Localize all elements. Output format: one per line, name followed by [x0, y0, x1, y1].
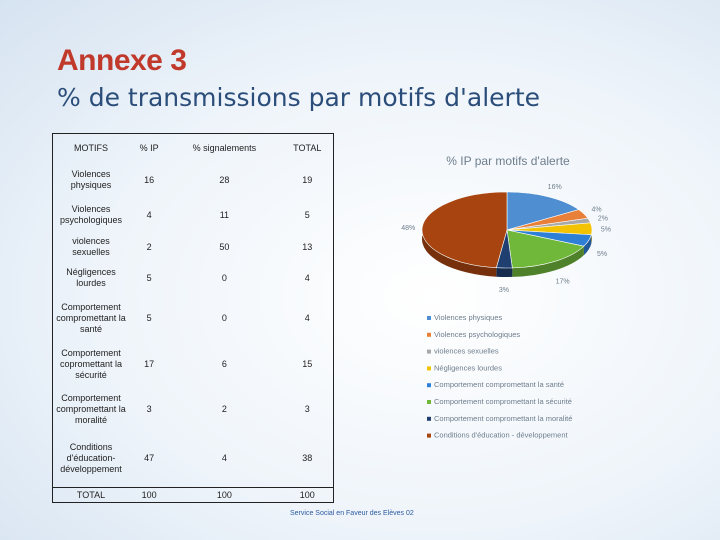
chart-legend — [427, 313, 572, 440]
table-row — [52, 163, 334, 197]
row-motif: Violences psychologiques — [59, 204, 123, 225]
pie-data-label: 5% — [597, 250, 608, 258]
header-ip: % IP — [139, 142, 159, 153]
legend-entry: Violences psychologiques — [434, 329, 521, 339]
table-row — [52, 431, 334, 487]
row-total: 13 — [302, 241, 313, 252]
total-sig: 100 — [168, 487, 280, 503]
legend-swatch — [427, 333, 431, 337]
row-motif: Comportement compromettant la moralité — [56, 392, 126, 425]
pie-chart — [401, 145, 620, 455]
row-total: 4 — [304, 272, 310, 283]
total-total: 100 — [281, 487, 335, 503]
row-ip: 17 — [144, 358, 155, 369]
table-row — [52, 197, 334, 233]
legend-swatch — [427, 316, 431, 320]
row-total: 5 — [304, 209, 310, 220]
slide-footer: Service Social en Faveur des Elèves 02 — [290, 510, 414, 517]
row-sig: 2 — [221, 403, 227, 414]
row-total: 3 — [304, 403, 310, 414]
slide-title: Annexe 3 — [57, 44, 187, 77]
pie-data-label: 3% — [498, 286, 509, 294]
pie-data-label: 5% — [600, 226, 612, 234]
slide-subtitle: % de transmissions par motifs d'alerte — [57, 83, 541, 112]
row-sig: 11 — [219, 209, 230, 220]
motifs-table — [52, 133, 334, 503]
legend-entry: Comportement compromettant la sécurité — [434, 397, 572, 406]
row-sig: 6 — [221, 358, 227, 369]
pie-data-label: 16% — [547, 184, 562, 192]
table-row — [52, 387, 334, 431]
total-ip: 100 — [130, 487, 168, 503]
row-total: 15 — [302, 358, 313, 369]
pie-data-label: 4% — [591, 206, 602, 214]
row-total: 19 — [302, 174, 313, 185]
row-total: 38 — [302, 453, 313, 464]
row-sig: 0 — [221, 312, 227, 323]
row-ip: 5 — [146, 312, 152, 323]
row-ip: 3 — [146, 403, 152, 414]
legend-swatch — [427, 366, 431, 370]
row-sig: 0 — [221, 272, 227, 283]
legend-entry: Conditions d'éducation - développement — [434, 430, 568, 440]
table-row — [52, 261, 334, 295]
row-motif: Conditions d'éducation-développement — [60, 442, 122, 475]
legend-swatch — [427, 400, 431, 404]
legend-swatch — [427, 350, 431, 354]
pie-slices — [422, 192, 592, 268]
row-total: 4 — [304, 312, 310, 323]
row-sig: 50 — [219, 241, 230, 252]
legend-entry: Comportement compromettant la moralité — [434, 413, 573, 423]
legend-swatch — [427, 434, 431, 438]
table-row — [52, 295, 334, 341]
row-motif: Négligences lourdes — [66, 267, 116, 288]
row-ip: 47 — [144, 453, 155, 464]
row-ip: 4 — [146, 209, 152, 220]
chart-title: % IP par motifs d'alerte — [446, 154, 570, 168]
pie-data-label: 17% — [555, 278, 570, 286]
table-row — [52, 233, 334, 261]
legend-entry: Comportement compromettant la santé — [434, 380, 565, 390]
table-header-row — [52, 133, 334, 163]
legend-entry: violences sexuelles — [434, 346, 499, 356]
header-total: TOTAL — [293, 142, 322, 153]
row-motif: Comportement compromettant la santé — [56, 301, 126, 334]
legend-swatch — [427, 383, 431, 387]
total-motif: TOTAL — [52, 487, 130, 503]
legend-entry: Violences physiques — [434, 313, 503, 322]
header-motifs: MOTIFS — [74, 142, 108, 153]
row-motif: Comportement copromettant la sécurité — [59, 347, 123, 380]
legend-swatch — [427, 417, 431, 421]
pie-data-label: 2% — [597, 215, 608, 223]
table-row — [52, 341, 334, 387]
row-motif: violences sexuelles — [72, 236, 110, 257]
row-ip: 2 — [146, 241, 152, 252]
row-motif: Violences physiques — [70, 169, 112, 190]
pie-data-label: 48% — [401, 224, 416, 232]
row-ip: 5 — [146, 272, 152, 283]
legend-entry: Négligences lourdes — [434, 363, 502, 373]
pie-slice-side — [496, 268, 512, 277]
header-signalements: % signalements — [192, 142, 257, 153]
table-total-row — [52, 487, 334, 503]
row-ip: 16 — [144, 174, 155, 185]
row-sig: 28 — [219, 174, 230, 185]
row-sig: 4 — [221, 453, 227, 464]
